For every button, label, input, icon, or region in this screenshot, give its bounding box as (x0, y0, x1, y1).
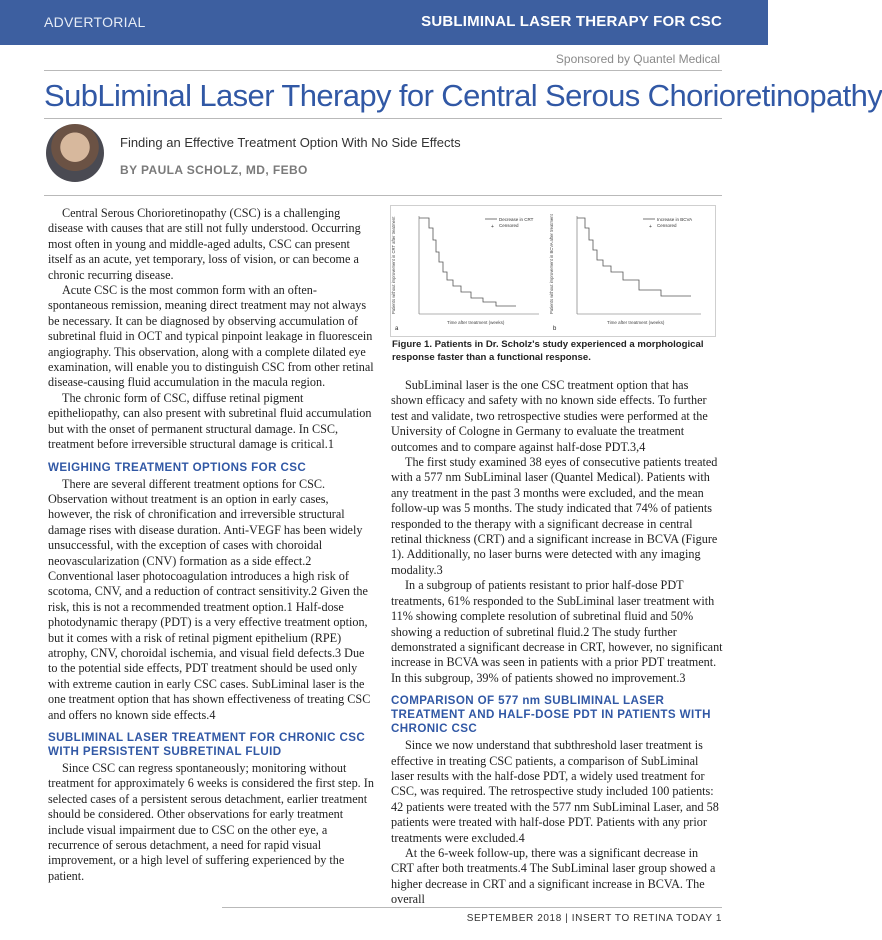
author-byline: BY PAULA SCHOLZ, MD, FEBO (120, 163, 308, 177)
sponsor-line: Sponsored by Quantel Medical (555, 52, 720, 66)
title-divider (44, 70, 722, 71)
paragraph: At the 6-week follow-up, there was a significant decrease in CRT after both treatments.4 The SubLiminal laser group showed a higher decrease in CRT and a significant increase in BCVA. The overall (391, 845, 716, 907)
panel-a (391, 216, 539, 332)
figure-caption: Figure 1. Patients in Dr. Scholz's study experienced a morphological response faster than a functional response. (392, 339, 704, 363)
left-column (48, 206, 374, 884)
paragraph: The first study examined 38 eyes of consecutive patients treated with a 577 nm SubLiminal laser (Quantel Medical). Patients with any treatment in the past 3 months were excluded, and the mean follow-up was 5 months. The study indicated that 74% of patients responded to the therapy with a significant decrease in central retinal thickness (CRT) and a significant increase in BCVA (Figure 1). Additionally, no laser burns were detected with any imaging modality.3 (391, 455, 718, 577)
paragraph: There are several different treatment options for CSC. Observation without treatment is an option in early cases, however, the risk of chronification and irreversible structural damage rises with disease duration. Anti-VEGF has been widely unsuccessful, with the exception of cases with choroidal neovascularization (CNV) formation as a side effect.2 Conventional laser photocoagulation introduces a high risk of scotoma, CNV, and a reduction of contract sensitivity.2 Given the risk, this is not a recommended treatment option.1 Half-dose photodynamic therapy (PDT) is a very effective treatment option, but it comes with a risk of retinal pigment epithelium (RPE) atrophy, CNV, choroidal ischemia, and visual field defects.3 Due to the potential side effects, PDT treatment should be used only with extreme caution in early CSC cases. SubLiminal laser is the one treatment option that has shown effectiveness of treating CSC and offers no known side effects.4 (48, 476, 371, 722)
svg-text:+: + (491, 224, 494, 230)
panel-a-legend-1: Decrease in CRT (499, 217, 534, 222)
paragraph: Acute CSC is the most common form with an often-spontaneous remission, meaning direct treatment may not always be necessary. It can be diagnosed by observing accumulation of subretinal fluid in OCT and typical pinpoint leakage in fluorescein angiography. This observation, along with a complete dilated eye examination, will enable you to distinguish CSC from other retinal disease-causing fluid accumulation in the macula region. (48, 283, 374, 390)
panel-b-legend-2: Censored (657, 223, 677, 228)
title-underline (44, 118, 722, 119)
panel-b-xlabel: Time after treatment (weeks) (607, 320, 665, 325)
right-column (391, 378, 723, 908)
article-subtitle: Finding an Effective Treatment Option With No Side Effects (120, 135, 461, 150)
panel-a-xlabel: Time after treatment (weeks) (447, 320, 505, 325)
panel-b-label: b (553, 326, 557, 332)
figure-1 (390, 205, 716, 337)
panel-a-ylabel: Patients without improvement in CRT after treatment (391, 216, 396, 314)
paragraph: Since CSC can regress spontaneously; monitoring without treatment for approximately 6 weeks is considered the first step. In selected cases of a persistent serous detachment, earlier treatment should be considered. Other observations for early treatment include visual impairment due to CSC on the other eye, a recurrence of serous detachment, a need for rapid visual improvement, or a high level of suffering experienced by the patient. (48, 761, 374, 883)
header-bar (0, 0, 768, 45)
paragraph: Since we now understand that subthreshold laser treatment is effective in treating CSC patients, a comparison of SubLiminal laser results with the half-dose PDT, a widely used treatment for CSC, was required. The retrospective study included 100 patients: 42 patients were treated with the 577 nm SubLiminal Laser, and 58 patients were treated with half-dose PDT. Patients with any prior treatments were excluded.4 (391, 738, 719, 845)
paragraph: SubLiminal laser is the one CSC treatment option that has shown efficacy and safety with no known side effects. To further test and validate, two retrospective studies were performed at the University of Cologne in Germany to evaluate the treatment outcomes and to compare against half-dose PDT.3,4 (391, 378, 708, 454)
panel-b-legend-1: Increase in BCVA (657, 217, 693, 222)
section-heading: COMPARISON OF 577 nm SUBLIMINAL LASER TREATMENT AND HALF-DOSE PDT IN PATIENTS WITH CHRONIC CSC (391, 694, 711, 736)
panel-b-ylabel: Patients without improvement in BCVA after treatment (549, 214, 554, 314)
panel-b (549, 213, 701, 332)
section-title: SUBLIMINAL LASER THERAPY FOR CSC (421, 13, 722, 30)
section-heading: SUBLIMINAL LASER TREATMENT FOR CHRONIC CSC WITH PERSISTENT SUBRETINAL FLUID (48, 731, 366, 758)
byline-divider (44, 195, 722, 196)
panel-a-label: a (395, 326, 399, 332)
footer-divider (222, 907, 722, 908)
article-title: SubLiminal Laser Therapy for Central Serous Chorioretinopathy (44, 78, 882, 113)
svg-text:+: + (649, 224, 652, 230)
survival-curves (391, 206, 715, 336)
paragraph: Central Serous Chorioretinopathy (CSC) is a challenging disease with causes that are still not fully understood. Occurring most often in young and middle-aged adults, CSC can present itself as an acute, yet temporary, loss of vision, or can become a chronic recurring disease. (48, 206, 361, 282)
page-footer: SEPTEMBER 2018 | INSERT TO RETINA TODAY 1 (466, 913, 722, 924)
paragraph: In a subgroup of patients resistant to prior half-dose PDT treatments, 61% responded to the SubLiminal laser treatment with 11% showing complete resolution of subretinal fluid and 50% showing a reduction of subretinal fluid.2 The study further demonstrated a significant decrease in CRT, however, no significant increase in BCVA was seen in patients with a prior PDT treatment. In this subgroup, 39% of patients showed no improvement.3 (391, 578, 723, 685)
author-avatar (46, 124, 104, 182)
panel-a-legend-2: Censored (499, 223, 519, 228)
advertorial-label: ADVERTORIAL (44, 14, 146, 30)
section-heading: WEIGHING TREATMENT OPTIONS FOR CSC (48, 460, 307, 474)
paragraph: The chronic form of CSC, diffuse retinal pigment epitheliopathy, can also present with subretinal fluid accumulation but with the onset of permanent structural damage. In CSC, treatment before irreversible structural damage is critical.1 (48, 390, 372, 452)
